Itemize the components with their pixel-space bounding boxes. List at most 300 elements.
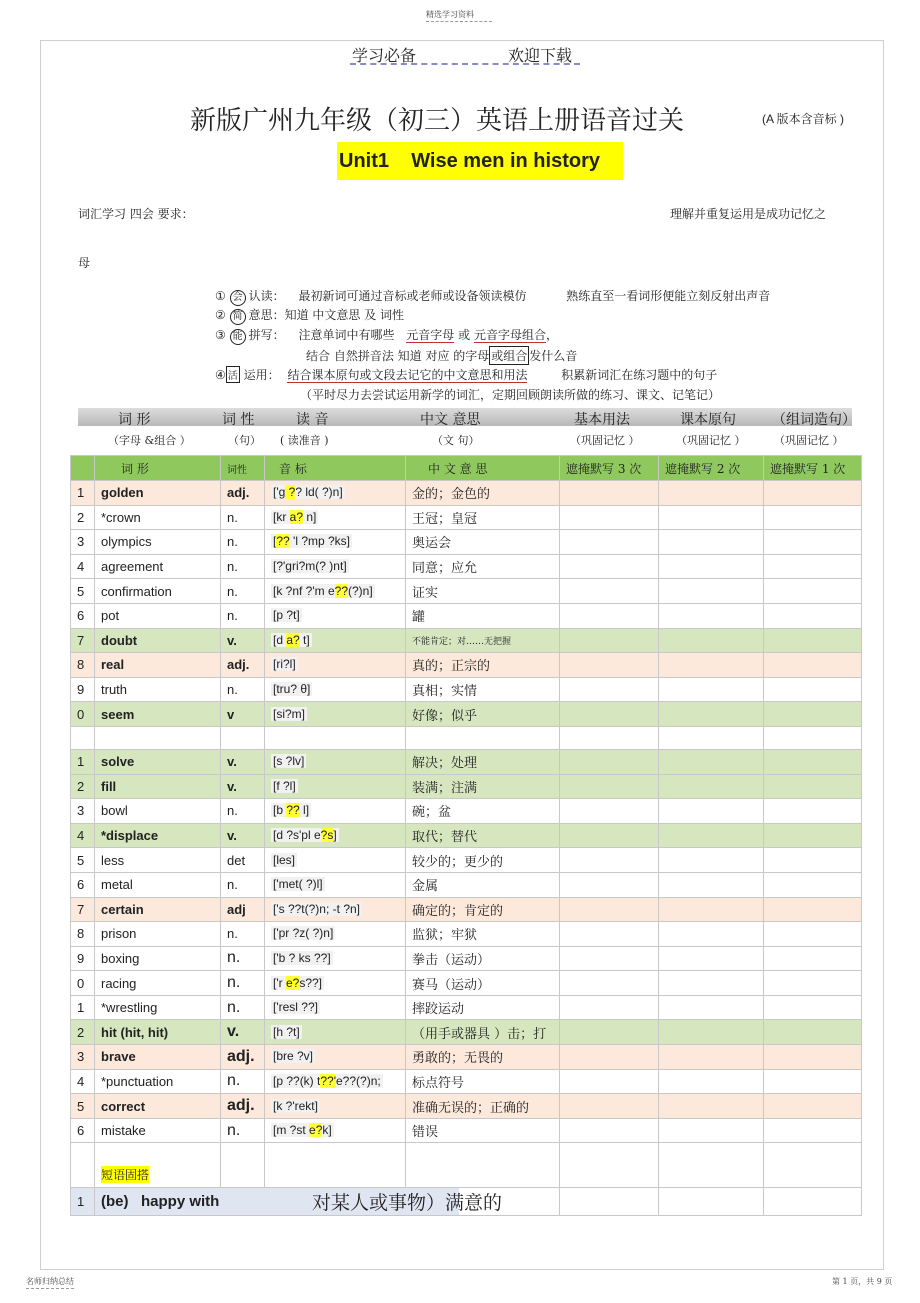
phonetic-text: ['s ??t(?)n; -t ?n] xyxy=(273,901,360,916)
band-sub-sentence: （巩固记忆 ） xyxy=(774,434,844,447)
dictation-3-cell xyxy=(560,1094,659,1119)
pos-cell: adj. xyxy=(221,1094,265,1119)
dictation-3-cell xyxy=(560,505,659,530)
meaning-cell: 赛马（运动） xyxy=(406,971,560,996)
pos-cell: adj. xyxy=(221,481,265,506)
meaning-cell: 摔跤运动 xyxy=(406,995,560,1020)
pos-cell: n. xyxy=(221,579,265,604)
th-word: 词 形 xyxy=(95,456,221,481)
row-number: 6 xyxy=(71,603,95,628)
dictation-2-cell xyxy=(659,1045,764,1070)
phonetic-text: [bre ?v] xyxy=(273,1049,314,1064)
dictation-1-cell xyxy=(764,505,862,530)
table-row xyxy=(71,653,862,678)
dictation-3-cell xyxy=(560,554,659,579)
row-number: 9 xyxy=(71,677,95,702)
meaning-cell: 罐 xyxy=(406,603,560,628)
meaning-cell: 好像；似乎 xyxy=(406,702,560,727)
dictation-3-cell xyxy=(560,481,659,506)
dictation-3-cell xyxy=(560,1045,659,1070)
requirement-3-line2: 结合 自然拼音法 知道 对应 的字母 或组合 发什么音 xyxy=(306,346,577,365)
phonetic-cell xyxy=(265,872,406,897)
header-left: 学习必备 xyxy=(352,46,417,65)
pos-cell: det xyxy=(221,848,265,873)
dictation-2-cell xyxy=(659,897,764,922)
pos-cell: adj xyxy=(221,897,265,922)
row-number: 4 xyxy=(71,823,95,848)
row-number: 3 xyxy=(71,1045,95,1070)
word-cell: seem xyxy=(95,702,221,727)
word-cell: mistake xyxy=(95,1118,221,1143)
row-number: 6 xyxy=(71,872,95,897)
dictation-1-cell xyxy=(764,677,862,702)
meaning-cell: 拳击（运动） xyxy=(406,946,560,971)
table-row xyxy=(71,1118,862,1143)
phonetic-cell xyxy=(265,1020,406,1045)
phonetic-text: [?? 'l ?mp ?ks] xyxy=(273,534,351,549)
phonetic-highlight: ?? xyxy=(334,583,349,598)
word-cell: *displace xyxy=(95,823,221,848)
phonetic-text: [h ?t] xyxy=(273,1024,300,1039)
phonetic-cell xyxy=(265,530,406,555)
footer-page: 第 1 页，共 9 页 xyxy=(832,1277,893,1286)
word-cell: hit (hit, hit) xyxy=(95,1020,221,1045)
phonetic-text: [si?m] xyxy=(273,706,306,721)
dictation-2-cell xyxy=(659,1188,764,1216)
pos-cell: n. xyxy=(221,603,265,628)
top-dash xyxy=(426,21,492,22)
phonetic-cell xyxy=(265,702,406,727)
word-cell: brave xyxy=(95,1045,221,1070)
dictation-3-cell xyxy=(560,922,659,947)
phonetic-text: ['pr ?z( ?)n] xyxy=(273,926,334,941)
top-small-title: 精选学习资料 xyxy=(426,10,474,19)
dictation-1-cell xyxy=(764,1094,862,1119)
footer-dash xyxy=(26,1288,74,1289)
pos-cell: n. xyxy=(221,995,265,1020)
phrase-empty-cell xyxy=(659,1143,764,1188)
requirement-2: ② 简 意思：知道 中文意思 及 词性 xyxy=(215,306,404,325)
dictation-2-cell xyxy=(659,848,764,873)
th-phonetic: 音 标 xyxy=(265,456,406,481)
word-cell: *crown xyxy=(95,505,221,530)
word-cell: *punctuation xyxy=(95,1069,221,1094)
dictation-1-cell xyxy=(764,995,862,1020)
phonetic-highlight: ?? xyxy=(276,534,290,549)
dictation-1-cell xyxy=(764,481,862,506)
word-cell: solve xyxy=(95,749,221,774)
pos-cell: adj. xyxy=(221,653,265,678)
phonetic-cell xyxy=(265,946,406,971)
band-header-pos: 词 性 xyxy=(222,412,255,428)
dictation-3-cell xyxy=(560,749,659,774)
dictation-2-cell xyxy=(659,1118,764,1143)
pos-cell: n. xyxy=(221,505,265,530)
phrase-meaning-cell: 对某人或事物）满意的 xyxy=(306,1188,460,1216)
table-row xyxy=(71,530,862,555)
word-cell: prison xyxy=(95,922,221,947)
table-row xyxy=(71,749,862,774)
phonetic-text: [f ?l] xyxy=(273,778,296,793)
phonetic-highlight: ??' xyxy=(320,1073,336,1088)
word-cell: *wrestling xyxy=(95,995,221,1020)
pos-cell: n. xyxy=(221,1069,265,1094)
dictation-1-cell xyxy=(764,702,862,727)
dictation-2-cell xyxy=(659,1094,764,1119)
dictation-3-cell xyxy=(560,702,659,727)
dictation-2-cell xyxy=(659,481,764,506)
vocab-right: 理解并重复运用是成功记忆之 xyxy=(670,207,827,221)
row-number: 4 xyxy=(71,1069,95,1094)
table-row xyxy=(71,628,862,653)
phonetic-text: [tru? θ] xyxy=(273,682,311,697)
dictation-2-cell xyxy=(659,554,764,579)
table-row xyxy=(71,1020,862,1045)
meaning-cell: 监狱；牢狱 xyxy=(406,922,560,947)
meaning-cell: 装满；注满 xyxy=(406,774,560,799)
meaning-cell: 真相；实情 xyxy=(406,677,560,702)
vocab-label: 词汇学习 四会 要求： xyxy=(78,207,194,221)
dictation-2-cell xyxy=(659,579,764,604)
band-header-usage: 基本用法 xyxy=(574,412,630,428)
dictation-3-cell xyxy=(560,1188,659,1216)
requirement-4-line2: （平时尽力去尝试运用新学的词汇，定期回顾朗读所做的练习、课文、记笔记） xyxy=(300,388,721,402)
phonetic-cell xyxy=(265,848,406,873)
dictation-3-cell xyxy=(560,579,659,604)
th-num xyxy=(71,456,95,481)
dictation-1-cell xyxy=(764,1118,862,1143)
dictation-2-cell xyxy=(659,946,764,971)
phonetic-text: ['met( ?)l] xyxy=(273,877,323,892)
dictation-1-cell xyxy=(764,946,862,971)
word-cell: racing xyxy=(95,971,221,996)
phonetic-cell xyxy=(265,823,406,848)
dictation-2-cell xyxy=(659,971,764,996)
phrase-empty-cell xyxy=(71,1143,95,1188)
row-number: 1 xyxy=(71,995,95,1020)
row-number: 7 xyxy=(71,628,95,653)
word-cell: pot xyxy=(95,603,221,628)
band-header-meaning: 中文 意思 xyxy=(420,412,481,428)
dictation-1-cell xyxy=(764,554,862,579)
row-number: 0 xyxy=(71,971,95,996)
pos-cell: n. xyxy=(221,799,265,824)
phonetic-highlight: a? xyxy=(289,509,304,524)
word-cell: less xyxy=(95,848,221,873)
row-number: 5 xyxy=(71,1094,95,1119)
pos-cell: n. xyxy=(221,872,265,897)
table-row xyxy=(71,505,862,530)
band-sub-pos: （句） xyxy=(228,434,261,447)
table-row xyxy=(71,1045,862,1070)
phonetic-cell xyxy=(265,554,406,579)
meaning-cell: 真的；正宗的 xyxy=(406,653,560,678)
phonetic-cell xyxy=(265,1069,406,1094)
phonetic-text: [k ?nf ?'m e??(?)n] xyxy=(273,583,373,598)
phonetic-cell xyxy=(265,995,406,1020)
word-cell: certain xyxy=(95,897,221,922)
row-number: 5 xyxy=(71,579,95,604)
th-pos: 词性 xyxy=(221,456,265,481)
row-number: 0 xyxy=(71,702,95,727)
pos-cell: v. xyxy=(221,628,265,653)
row-number: 9 xyxy=(71,946,95,971)
th-dictation-1: 遮掩默写 1 次 xyxy=(764,456,862,481)
meaning-cell: 较少的；更少的 xyxy=(406,848,560,873)
table-row xyxy=(71,897,862,922)
pos-cell: n. xyxy=(221,677,265,702)
meaning-cell: 勇敢的；无畏的 xyxy=(406,1045,560,1070)
pos-cell xyxy=(221,726,265,749)
row-number: 1 xyxy=(71,749,95,774)
table-row xyxy=(71,774,862,799)
phonetic-cell xyxy=(265,1118,406,1143)
phonetic-highlight: a? xyxy=(286,632,300,647)
header-right: 欢迎下载 xyxy=(508,46,573,65)
table-row xyxy=(71,995,862,1020)
dictation-3-cell xyxy=(560,530,659,555)
vocab-wrap: 母 xyxy=(78,256,91,270)
phonetic-cell xyxy=(265,628,406,653)
dictation-2-cell xyxy=(659,749,764,774)
phonetic-text: [d a? t] xyxy=(273,632,310,647)
dictation-3-cell xyxy=(560,774,659,799)
row-number: 2 xyxy=(71,774,95,799)
th-dictation-3: 遮掩默写 3 次 xyxy=(560,456,659,481)
dictation-1-cell xyxy=(764,749,862,774)
meaning-cell: 同意；应允 xyxy=(406,554,560,579)
phonetic-text: [k ?'rekt] xyxy=(273,1098,318,1113)
word-cell: doubt xyxy=(95,628,221,653)
phonetic-cell xyxy=(265,579,406,604)
dictation-3-cell xyxy=(560,677,659,702)
meaning-cell: 王冠；皇冠 xyxy=(406,505,560,530)
dictation-3-cell xyxy=(560,872,659,897)
word-cell: boxing xyxy=(95,946,221,971)
table-row xyxy=(71,579,862,604)
row-number: 2 xyxy=(71,1020,95,1045)
phonetic-text: [p ?t] xyxy=(273,608,300,623)
phrase-empty-cell xyxy=(221,1143,265,1188)
phonetic-text: [s ?lv] xyxy=(273,754,305,769)
phonetic-text: [b ?? l] xyxy=(273,803,310,818)
pos-cell: n. xyxy=(221,946,265,971)
meaning-cell: 确定的；肯定的 xyxy=(406,897,560,922)
dictation-3-cell xyxy=(560,1020,659,1045)
table-row xyxy=(71,872,862,897)
phonetic-text: [les] xyxy=(273,852,296,867)
table-row xyxy=(71,702,862,727)
row-number xyxy=(71,726,95,749)
dictation-3-cell xyxy=(560,653,659,678)
band-header-sentence: （组词造句） xyxy=(772,412,856,428)
phonetic-cell xyxy=(265,1045,406,1070)
title-note: (A 版本含音标 ) xyxy=(762,112,845,126)
word-cell: agreement xyxy=(95,554,221,579)
dictation-3-cell xyxy=(560,971,659,996)
row-number: 6 xyxy=(71,1118,95,1143)
phonetic-cell xyxy=(265,749,406,774)
th-dictation-2: 遮掩默写 2 次 xyxy=(659,456,764,481)
footer-left: 名师归纳总结 xyxy=(26,1277,74,1286)
pos-cell: v xyxy=(221,702,265,727)
table-row xyxy=(71,799,862,824)
phonetic-text: [kr a? n] xyxy=(273,509,317,524)
phonetic-highlight: e? xyxy=(285,975,300,990)
meaning-cell: 不能肯定；对……无把握 xyxy=(406,628,560,653)
row-number: 2 xyxy=(71,505,95,530)
meaning-cell: 标点符号 xyxy=(406,1069,560,1094)
phrase-empty-cell xyxy=(406,1143,560,1188)
dictation-3-cell xyxy=(560,603,659,628)
pos-cell: v. xyxy=(221,774,265,799)
phonetic-cell xyxy=(265,726,406,749)
dictation-2-cell xyxy=(659,603,764,628)
dictation-3-cell xyxy=(560,848,659,873)
phrase-cell: (be) happy with xyxy=(95,1188,406,1216)
word-cell: real xyxy=(95,653,221,678)
page-title: 新版广州九年级（初三）英语上册语音过关 xyxy=(190,106,685,136)
phonetic-cell xyxy=(265,799,406,824)
row-number: 7 xyxy=(71,897,95,922)
meaning-cell: 金属 xyxy=(406,872,560,897)
band-header-textbook: 课本原句 xyxy=(680,412,736,428)
dictation-1-cell xyxy=(764,579,862,604)
dictation-3-cell xyxy=(560,1118,659,1143)
word-cell: bowl xyxy=(95,799,221,824)
phrase-empty-cell xyxy=(265,1143,406,1188)
phonetic-cell xyxy=(265,774,406,799)
requirement-4: ④ 活 运用： 结合课本原句或文段去记它的中文意思和用法 积累新词汇在练习题中的句子 xyxy=(215,368,718,382)
dictation-3-cell xyxy=(560,823,659,848)
meaning-cell: 准确无误的；正确的 xyxy=(406,1094,560,1119)
dictation-3-cell xyxy=(560,1069,659,1094)
dictation-1-cell xyxy=(764,823,862,848)
band-sub-textbook: （巩固记忆 ） xyxy=(676,434,746,447)
phonetic-highlight: ?s xyxy=(320,828,334,843)
row-number: 1 xyxy=(71,1188,95,1216)
phonetic-cell xyxy=(265,505,406,530)
table-row xyxy=(71,946,862,971)
dictation-2-cell xyxy=(659,1020,764,1045)
pos-cell: adj. xyxy=(221,1045,265,1070)
phonetic-cell xyxy=(265,897,406,922)
row-number: 3 xyxy=(71,530,95,555)
meaning-cell xyxy=(406,726,560,749)
dictation-3-cell xyxy=(560,628,659,653)
word-cell: truth xyxy=(95,677,221,702)
dictation-2-cell xyxy=(659,702,764,727)
meaning-cell: 取代；替代 xyxy=(406,823,560,848)
meaning-cell: 证实 xyxy=(406,579,560,604)
pos-cell: n. xyxy=(221,554,265,579)
phonetic-highlight: ? xyxy=(285,485,296,500)
dictation-1-cell xyxy=(764,897,862,922)
phonetic-cell xyxy=(265,653,406,678)
dictation-2-cell xyxy=(659,799,764,824)
dictation-2-cell xyxy=(659,1069,764,1094)
table-row xyxy=(71,971,862,996)
phonetic-text: ['g ?? ld( ?)n] xyxy=(273,485,343,500)
dictation-1-cell xyxy=(764,971,862,996)
table-row xyxy=(71,823,862,848)
phrase-row xyxy=(71,1188,862,1216)
word-cell: olympics xyxy=(95,530,221,555)
dictation-2-cell xyxy=(659,872,764,897)
dictation-3-cell xyxy=(560,799,659,824)
phrase-label-row xyxy=(71,1143,862,1188)
table-blank-row xyxy=(71,726,862,749)
dictation-2-cell xyxy=(659,505,764,530)
phonetic-text: ['r e?s??] xyxy=(273,975,323,990)
phonetic-text: ['resl ??] xyxy=(273,1000,318,1015)
dictation-2-cell xyxy=(659,726,764,749)
pos-cell: n. xyxy=(221,971,265,996)
meaning-cell: （用手或器具 ）击；打 xyxy=(406,1020,560,1045)
table-header-row xyxy=(71,456,862,481)
phonetic-cell xyxy=(265,971,406,996)
dictation-1-cell xyxy=(764,848,862,873)
dictation-1-cell xyxy=(764,653,862,678)
dictation-1-cell xyxy=(764,774,862,799)
row-number: 8 xyxy=(71,653,95,678)
dictation-1-cell xyxy=(764,1069,862,1094)
phrase-label: 短语固搭 xyxy=(101,1168,150,1183)
word-cell: golden xyxy=(95,481,221,506)
phrase-empty-cell xyxy=(560,1143,659,1188)
dictation-1-cell xyxy=(764,1020,862,1045)
dictation-1-cell xyxy=(764,1045,862,1070)
dictation-2-cell xyxy=(659,995,764,1020)
row-number: 3 xyxy=(71,799,95,824)
table-row xyxy=(71,848,862,873)
phonetic-cell xyxy=(265,922,406,947)
dictation-1-cell xyxy=(764,628,862,653)
phonetic-text: ['b ? ks ??] xyxy=(273,950,331,965)
band-header-word: 词 形 xyxy=(118,412,151,428)
phrase-label-cell xyxy=(95,1143,221,1188)
dictation-1-cell xyxy=(764,799,862,824)
pos-cell: n. xyxy=(221,922,265,947)
meaning-cell: 碗；盆 xyxy=(406,799,560,824)
phonetic-cell xyxy=(265,603,406,628)
dictation-1-cell xyxy=(764,872,862,897)
phonetic-highlight: ?? xyxy=(286,803,300,818)
dictation-3-cell xyxy=(560,897,659,922)
dictation-2-cell xyxy=(659,653,764,678)
word-cell: metal xyxy=(95,872,221,897)
pos-cell: v. xyxy=(221,749,265,774)
word-cell: confirmation xyxy=(95,579,221,604)
requirement-1: ① 会 认读： 最初新词可通过音标或老师或设备领读模仿 熟练直至一看词形便能立刻反射出声音 xyxy=(215,287,770,306)
pos-cell: n. xyxy=(221,530,265,555)
word-cell xyxy=(95,726,221,749)
table-row xyxy=(71,1069,862,1094)
phonetic-cell xyxy=(265,677,406,702)
unit-banner: Unit1 Wise men in history xyxy=(337,142,623,180)
pos-cell: v. xyxy=(221,1020,265,1045)
dictation-3-cell xyxy=(560,946,659,971)
table-row xyxy=(71,603,862,628)
dictation-1-cell xyxy=(764,922,862,947)
phonetic-cell xyxy=(265,481,406,506)
band-sub-usage: （巩固记忆 ） xyxy=(570,434,640,447)
phonetic-text: [ri?l] xyxy=(273,657,296,672)
word-cell: correct xyxy=(95,1094,221,1119)
table-row xyxy=(71,677,862,702)
dictation-1-cell xyxy=(764,726,862,749)
row-number: 1 xyxy=(71,481,95,506)
